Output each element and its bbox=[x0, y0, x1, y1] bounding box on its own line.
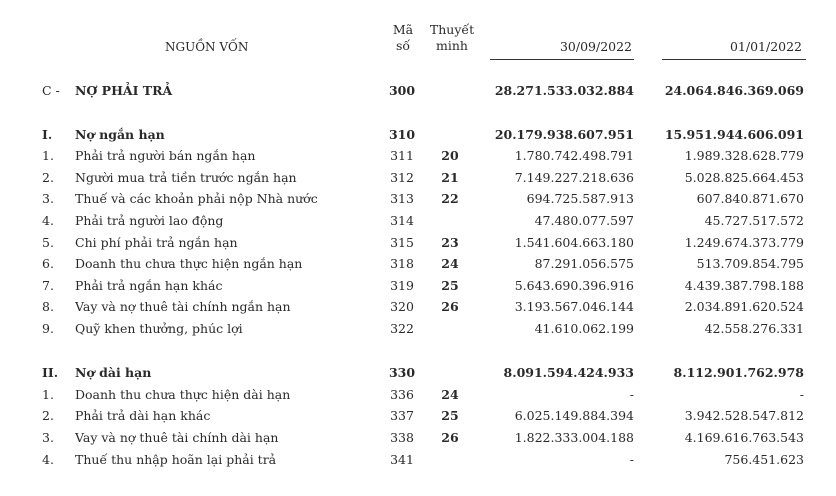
row-code: 336 bbox=[390, 387, 414, 402]
header-underline-col2 bbox=[662, 59, 806, 60]
row-code: 330 bbox=[388, 365, 416, 380]
row-index: I. bbox=[42, 127, 53, 142]
row-value-01-01-2022: 513.709.854.795 bbox=[696, 256, 804, 271]
row-code: 338 bbox=[390, 430, 414, 445]
row-note: 20 bbox=[441, 148, 459, 163]
header-date-01-01-2022: 01/01/2022 bbox=[729, 39, 802, 54]
row-label: Phải trả người lao động bbox=[75, 213, 224, 228]
row-index: II. bbox=[42, 365, 59, 380]
row-value-01-01-2022: 15.951.944.606.091 bbox=[664, 127, 804, 142]
row-code: 341 bbox=[390, 452, 414, 467]
row-value-01-01-2022: 45.727.517.572 bbox=[704, 213, 804, 228]
header-underline-col1 bbox=[490, 59, 634, 60]
row-index: 2. bbox=[42, 170, 54, 185]
row-note: 25 bbox=[441, 278, 459, 293]
row-value-30-09-2022: - bbox=[629, 452, 634, 467]
row-code: 312 bbox=[390, 170, 414, 185]
header-date-30-09-2022: 30/09/2022 bbox=[559, 39, 632, 54]
row-index: 8. bbox=[42, 299, 54, 314]
row-label: Phải trả dài hạn khác bbox=[75, 408, 211, 423]
row-code: 314 bbox=[390, 213, 414, 228]
row-label: Người mua trả tiền trước ngắn hạn bbox=[75, 170, 297, 185]
row-code: 311 bbox=[390, 148, 414, 163]
row-label: Thuế thu nhập hoãn lại phải trả bbox=[75, 452, 277, 467]
row-value-30-09-2022: 87.291.056.575 bbox=[534, 256, 634, 271]
row-value-30-09-2022: - bbox=[629, 387, 634, 402]
row-value-30-09-2022: 6.025.149.884.394 bbox=[514, 408, 634, 423]
row-value-30-09-2022: 20.179.938.607.951 bbox=[494, 127, 634, 142]
row-label: Vay và nợ thuê tài chính dài hạn bbox=[75, 430, 279, 445]
row-note: 22 bbox=[441, 191, 459, 206]
row-code: 315 bbox=[390, 235, 414, 250]
row-value-30-09-2022: 41.610.062.199 bbox=[534, 321, 634, 336]
row-label: Chi phí phải trả ngắn hạn bbox=[75, 235, 238, 250]
row-note: 21 bbox=[441, 170, 459, 185]
row-value-30-09-2022: 5.643.690.396.916 bbox=[514, 278, 634, 293]
row-label: Quỹ khen thưởng, phúc lợi bbox=[75, 321, 243, 336]
row-index: 1. bbox=[42, 387, 54, 402]
row-code: 319 bbox=[390, 278, 414, 293]
row-index: C - bbox=[42, 83, 60, 98]
row-label: Phải trả người bán ngắn hạn bbox=[75, 148, 256, 163]
row-value-30-09-2022: 8.091.594.424.933 bbox=[503, 365, 634, 380]
row-value-30-09-2022: 1.541.604.663.180 bbox=[514, 235, 634, 250]
row-note: 26 bbox=[441, 430, 459, 445]
row-value-01-01-2022: 24.064.846.369.069 bbox=[664, 83, 804, 98]
row-label: Nợ ngắn hạn bbox=[75, 127, 165, 142]
row-index: 1. bbox=[42, 148, 54, 163]
row-value-01-01-2022: 4.439.387.798.188 bbox=[684, 278, 804, 293]
row-value-01-01-2022: - bbox=[799, 387, 804, 402]
row-index: 4. bbox=[42, 452, 54, 467]
row-value-30-09-2022: 694.725.587.913 bbox=[526, 191, 634, 206]
row-label: Vay và nợ thuê tài chính ngắn hạn bbox=[75, 299, 291, 314]
row-index: 4. bbox=[42, 213, 54, 228]
row-label: Doanh thu chưa thực hiện dài hạn bbox=[75, 387, 291, 402]
row-value-01-01-2022: 4.169.616.763.543 bbox=[684, 430, 804, 445]
header-ma-so-line1: Mã bbox=[392, 22, 414, 37]
row-label: Doanh thu chưa thực hiện ngắn hạn bbox=[75, 256, 303, 271]
row-code: 313 bbox=[390, 191, 414, 206]
header-thuyet-minh-line2: minh bbox=[436, 38, 468, 53]
row-code: 322 bbox=[390, 321, 414, 336]
row-label: Phải trả ngắn hạn khác bbox=[75, 278, 223, 293]
row-value-30-09-2022: 47.480.077.597 bbox=[534, 213, 634, 228]
header-nguon-von: NGUỒN VỐN bbox=[165, 40, 249, 54]
row-label: Nợ dài hạn bbox=[75, 365, 152, 380]
row-note: 24 bbox=[441, 387, 459, 402]
row-value-30-09-2022: 1.780.742.498.791 bbox=[514, 148, 634, 163]
row-code: 300 bbox=[388, 83, 416, 98]
row-value-30-09-2022: 28.271.533.032.884 bbox=[494, 83, 634, 98]
row-value-01-01-2022: 756.451.623 bbox=[724, 452, 804, 467]
row-value-01-01-2022: 1.249.674.373.779 bbox=[684, 235, 804, 250]
row-value-01-01-2022: 2.034.891.620.524 bbox=[684, 299, 804, 314]
row-value-01-01-2022: 42.558.276.331 bbox=[704, 321, 804, 336]
row-value-01-01-2022: 5.028.825.664.453 bbox=[684, 170, 804, 185]
row-code: 320 bbox=[390, 299, 414, 314]
row-value-30-09-2022: 7.149.227.218.636 bbox=[514, 170, 634, 185]
header-ma-so-line2: số bbox=[395, 38, 411, 53]
row-value-01-01-2022: 1.989.328.628.779 bbox=[684, 148, 804, 163]
row-note: 23 bbox=[441, 235, 459, 250]
header-thuyet-minh-line1: Thuyết bbox=[429, 22, 475, 37]
row-note: 24 bbox=[441, 256, 459, 271]
row-index: 9. bbox=[42, 321, 54, 336]
row-code: 310 bbox=[388, 127, 416, 142]
row-value-01-01-2022: 8.112.901.762.978 bbox=[673, 365, 804, 380]
row-index: 3. bbox=[42, 191, 54, 206]
row-note: 25 bbox=[441, 408, 459, 423]
row-label: Thuế và các khoản phải nộp Nhà nước bbox=[75, 191, 318, 206]
row-index: 5. bbox=[42, 235, 54, 250]
row-index: 2. bbox=[42, 408, 54, 423]
row-index: 3. bbox=[42, 430, 54, 445]
row-code: 337 bbox=[390, 408, 414, 423]
row-index: 6. bbox=[42, 256, 54, 271]
row-value-01-01-2022: 607.840.871.670 bbox=[696, 191, 804, 206]
row-value-01-01-2022: 3.942.528.547.812 bbox=[684, 408, 804, 423]
row-value-30-09-2022: 3.193.567.046.144 bbox=[514, 299, 634, 314]
row-value-30-09-2022: 1.822.333.004.188 bbox=[514, 430, 634, 445]
row-label: NỢ PHẢI TRẢ bbox=[75, 83, 173, 98]
row-index: 7. bbox=[42, 278, 54, 293]
row-note: 26 bbox=[441, 299, 459, 314]
row-code: 318 bbox=[390, 256, 414, 271]
